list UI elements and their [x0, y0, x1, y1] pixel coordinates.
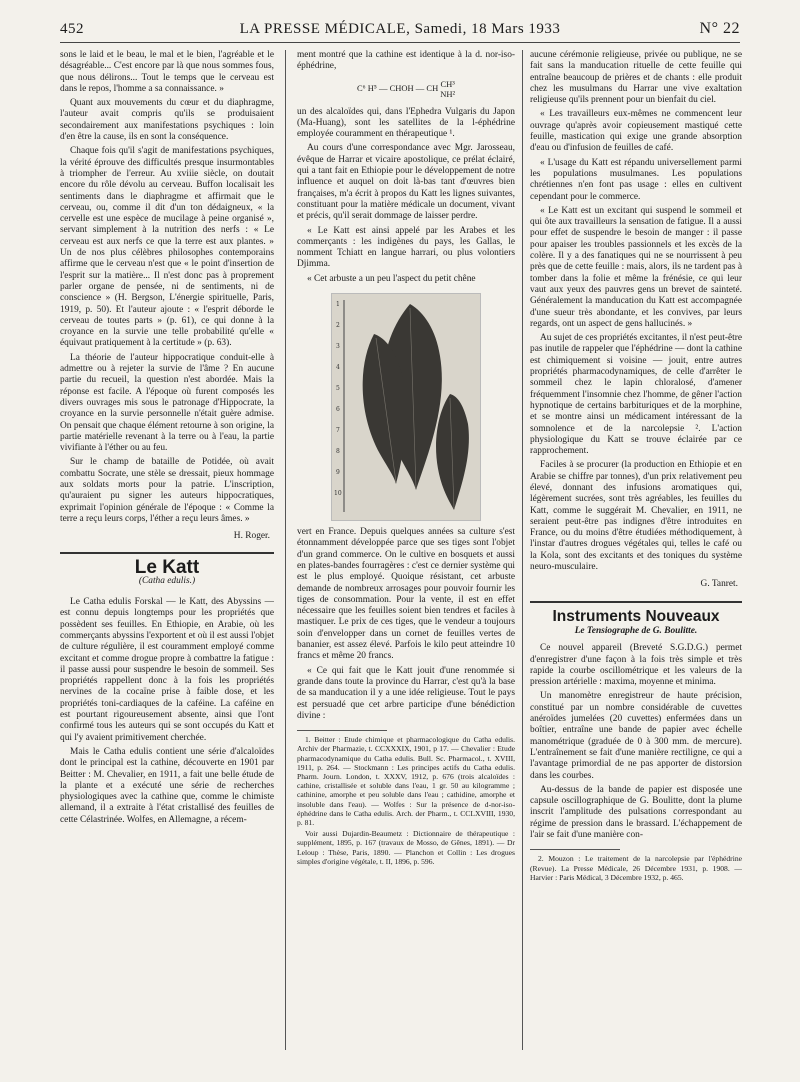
column-left — [60, 50, 274, 1060]
section-title: Instruments Nouveaux — [552, 607, 720, 625]
paragraph: aucune cérémonie religieuse, privée ou publique, ne se fait sans la manducation rituelle de cette feuille qui entraîne beaucoup de prières et de chants : elle produit chez les musulmans du Harrar une vive exaltation religieuse qu'ils prennent pour un bienfait du ciel. — [530, 50, 742, 106]
paragraph: « Ce qui fait que le Katt jouit d'une renommée si grande dans toute la province du Harrar, c'est qu'à la base de sa manducation il y a une idée religieuse. Tout le pays est persuadé que cet arbre participe d'une bénédiction divine : — [297, 665, 515, 721]
chemical-formula — [297, 79, 515, 99]
footnote-rule — [297, 730, 387, 731]
section-rule — [60, 552, 274, 554]
paragraph: vert en France. Depuis quelques années sa culture s'est étonnamment développée parce que ses tiges sont l'objet d'un grand commerce. On le cultive en bosquets et aussi en plates-bandes fourragères : c'est ce dernier système qui est le plus employé. Quoique résistant, cet arbuste demande de nombreux arrosages pour pouvoir fournir les tiges de consommation. Pour la vente, il est en effet nécessaire que les feuilles soient bien tendres et faciles à mastiquer. Le prix de ces tiges, que le vendeur a toujours soin d'envelopper dans un cornet de feuilles vertes de bananier, est assez élevé. Parfois le kilo peut atteindre 10 francs et même 20 francs. — [297, 527, 515, 662]
formula-bottom: NH² — [440, 88, 456, 99]
paragraph: Chaque fois qu'il s'agit de manifestations psychiques, la vérité éprouve des difficultés presque insurmontables à triompher de l'erreur. Au xviiie siècle, on doutait encore du rôle dévolu au cerveau. Buffon localisait les sentiments dans le diaphragme et affirmait que le cerveau, ou, comme il dit d'un ton dédaigneux, « la cervelle est une espèce de mucilage à peine organisé », servant simplement à la nutrition des nerfs : « Le cerveau est aux nerfs ce que la terre est aux plantes. » Un de nos plus célèbres philosophes contemporains affirme que le cerveau n'est que « le point d'insertion de l'esprit sur la matière... Il n'est donc pas à proprement parler organe de pensée, ni de sentiments, ni de conscience » (H. Bergson, L'énergie spirituelle, Paris, 1919, p. 50). Et l'auteur ajoute : « l'esprit déborde le cerveau de toutes parts » (p. 61), ce qui donne à la croyance en la survie une telle probabilité qu'elle « équivaut pratiquement à la certitude » (p. 63). — [60, 146, 274, 349]
paragraph: un des alcaloïdes qui, dans l'Ephedra Vulgaris du Japon (Ma-Huang), sont les satellites de la l-éphédrine employée couramment en thérapeutique ¹. — [297, 106, 515, 140]
scale-label: 8 — [336, 448, 340, 456]
paragraph: « Cet arbuste a un peu l'aspect du petit chêne — [307, 273, 476, 284]
section-rule — [530, 601, 742, 603]
paragraph: Le Catha edulis Forskal — le Katt, des Abyssins — est connu depuis longtemps pour les propriétés que possèdent ses feuilles. En Ethiopie, en Arabie, où les commerçants abyssins l'exportent et où il est aussi l'objet de culture régulière, il est couramment employé comme excitant et comme drogue propre à combattre la fatigue : il passe aussi pour suspendre le besoin de sommeil. Ses propriétés rappellent donc à la fois les propriétés nervines de la cocaïne prise à faible dose, et les propriétés toni-cardiaques de la caféine. La caféine en est pourtant rigoureusement absente, ainsi que l'ont confirmé tous les auteurs qui se sont occupés du Katt et qui l'y avaient primitivement cherchée. — [60, 597, 274, 743]
section-title: Le Katt — [134, 557, 200, 579]
journal-title: LA PRESSE MÉDICALE, Samedi, 18 Mars 1933 — [239, 21, 561, 37]
scale-label: 3 — [336, 343, 340, 351]
paragraph: « Le Katt est ainsi appelé par les Arabes et les commerçants : les indigènes du pays, les Gallas, le nomment Tchiatt en langue harrari, ou plus volontiers Djimma. — [297, 225, 515, 270]
footnote: 1. Beitter : Etude chimique et pharmacologique du Catha edulis. Archiv der Pharmazie, t. CCXXXIX, 1901, p 17. — Chevalier : Etude pharmacodynamique du Catha edulis. Bull. Sc. Pharmacol., t. XVIII, 1911, p. 264. — Stockmann : Les principes actifs du Catha edulis. Pharm. Journ. London, t. XXXV, 1912, p. 676 (trois alcaloïdes : cathine, cristallisée et soluble dans l'eau, 1 gr. 50 au kilogramme ; cathinine, amorphe et peu soluble dans l'eau ; cathidine, amorphe et insoluble dans l'eau). — Wolfes : Sur la présence de d-nor-iso-éphédrine dans le Catha edulis. Arch. der Pharm., t. CCLXVIII, 1930, p. 81. — [297, 735, 515, 827]
paragraph: Quant aux mouvements du cœur et du diaphragme, l'auteur avait compris qu'ils se produisaient secondairement aux manifestations psychiques : loin d'en être la cause, ils en sont la conséquence. — [60, 98, 274, 143]
paragraph: Un manomètre enregistreur de haute précision, constitué par un nombre considérable de cuvettes anéroïdes jumelées (20 cuvettes) enfermées dans un boîtier, entraîne une bande de papier avec échelle manométrique (graduée de 0 à 300 mm. de mercure). L'entraînement se fait d'une manière rectiligne, ce qui a l'avantage primordial de ne pas apporter de distorsion dans les courbes. — [530, 691, 742, 781]
author-signature: H. Roger. — [233, 531, 270, 542]
author-signature: G. Tanret. — [700, 579, 738, 590]
scale-label: 5 — [336, 385, 340, 393]
scale-label: 10 — [334, 490, 342, 498]
footnote: 2. Mouzon : Le traitement de la narcolepsie par l'éphédrine (Revue). La Presse Médicale, 26 Décembre 1931, p. 1908. — Harvier : Paris Médical, 3 Décembre 1932, p. 465. — [530, 854, 742, 882]
issue-number: N° 22 — [699, 20, 740, 37]
section-subtitle: Le Tensiographe de G. Boulitte. — [574, 625, 698, 636]
scale-label: 7 — [336, 427, 340, 435]
column-divider — [522, 50, 523, 1050]
paragraph: Sur le champ de bataille de Potidée, où avait combattu Socrate, une stèle se dressait, pieux hommage aux soldats morts pour la patrie. L'inscription, qu'auraient pu signer les auteurs hippocratiques, exprimait l'opinion générale de l'époque : « Comme la terre a reçu leurs corps, l'éther a reçu leurs âmes. » — [60, 457, 274, 524]
page-number: 452 — [60, 21, 84, 37]
paragraph: La théorie de l'auteur hippocratique conduit-elle à admettre ou à rejeter la survie de l'âme ? En aucune partie du recueil, la question n'est abordée. Mais la réponse est facile. A l'époque où furent composés les divers ouvrages mis sous le patronage d'Hippocrate, la croyance en la survie personnelle n'était guère admise. On pensait que chaque élément retourne à son origine, la partie matérielle revenant à la terre ou à l'eau, la partie vivifiante à l'éther ou au feu. — [60, 352, 274, 454]
paragraph: Faciles à se procurer (la production en Ethiopie et en Arabie se chiffre par tonnes), d'un prix relativement peu élevé, donnant des infusions aromatiques qui, légèrement sucrées, sont très agréables, les feuilles du Katt, comme le suggérait M. Chevalier, en 1911, ne seraient peut-être pas indignes d'être introduites en France, ou du moins d'être étudiées méthodiquement, à l'instar d'autres drogues végétales qui, telles le café ou la Kola, sont des excitants et des toniques du système neuro-musculaire. — [530, 460, 742, 573]
footnote: Voir aussi Dujardin-Beaumetz : Dictionnaire de thérapeutique : supplément, 1895, p. 167 (travaux de Mosso, de Gênes, 1891). — Dr Leloup : Thèse, Paris, 1890. — Planchon et Collin : Les drogues simples d'origine végétale, t. II, 1896, p. 596. — [297, 829, 515, 866]
column-middle — [297, 50, 515, 1060]
paragraph: Ce nouvel appareil (Breveté S.G.D.G.) permet d'enregistrer d'une façon à la fois très simple et très rapide la courbe oscillométrique et les valeurs de la pression artérielle : maxima, moyenne et minima. — [530, 643, 742, 688]
formula-main: C⁶ H⁵ — CHOH — CH — [356, 82, 439, 93]
scale-label: 9 — [336, 469, 340, 477]
paragraph: sons le laid et le beau, le mal et le bien, l'agréable et le désagréable... C'est encore par là que nous sommes fous, que nous délirons... Tout le temps que le cerveau est dans le repos, l'homme a sa connaissance. » — [60, 50, 274, 94]
column-divider — [285, 50, 286, 1050]
paragraph: ment montré que la cathine est identique à la d. nor-iso-éphédrine, — [297, 50, 515, 72]
column-right — [530, 50, 742, 1060]
paragraph: Au sujet de ces propriétés excitantes, il n'est peut-être pas inutile de rappeler que l'éphédrine — dont la cathine est chimiquement si voisine — jouit, entre autres propriétés pharmacodynamiques, de celle d'arrêter le sommeil chez le lapin chloralosé, d'amener fréquemment l'insomnie chez l'homme, de gêner l'action hypnotique de certains barbituriques et de la morphine, et se montre ainsi un médicament intéressant de la somnolence et de la narcolepsie ². L'action physiologique du Katt se trouve éclairée par ce rapprochement. — [530, 333, 742, 457]
paragraph: « Le Katt est un excitant qui suspend le sommeil et qui ôte aux travailleurs la sensation de fatigue. Il a aussi pour effet de suspendre le besoin de manger : il passe pour apaiser les troubles passionnels et les excès de la colère. Il y a des fanatiques qui ne se nourrissent à peu près que de cette feuille : mais, alors, ils ne tardent pas à tomber dans la folie et même la frénésie, ce qui leur vaut aux yeux des pauvres gens un brevet de sainteté. Généralement la manducation du Katt est accompagnée d'une sueur très abondante, et les convives, par leurs regards, ont un aspect de gens hallucinés. » — [530, 205, 742, 329]
formula-top: CH³ — [440, 78, 455, 89]
page-header — [60, 20, 740, 43]
paragraph: « L'usage du Katt est répandu universellement parmi les populations musulmanes. Les populations chrétiennes n'en font pas usage : elles en cultivent cependant pour le commerce. — [530, 157, 742, 202]
footnote-rule — [530, 849, 620, 850]
scale-label: 4 — [336, 364, 340, 372]
leaf-photograph — [331, 293, 481, 521]
paragraph: Au-dessus de la bande de papier est disposée une capsule oscillographique de G. Boulitte, dont la plume inscrit l'amplitude des pulsations correspondant au régime de pression dans le brassard. L'échappement de l'air se fait d'une manière con- — [530, 784, 742, 840]
katt-leaves-image — [332, 294, 480, 520]
paragraph: Mais le Catha edulis contient une série d'alcaloïdes dont le principal est la cathine, découverte en 1901 par Beitter : M. Chevalier, en 1911, a fait une belle étude de la plante et a exécuté une série de recherches physiologiques avec la cathine que, comme le chimiste allemand, il a extraite à l'état cristallisé des feuilles de cette Célastrinée. Wolfes, en Allemagne, a récem- — [60, 746, 274, 825]
scale-label: 2 — [336, 322, 340, 330]
section-subtitle: (Catha edulis.) — [138, 575, 196, 586]
scale-label: 1 — [336, 301, 340, 309]
scale-label: 6 — [336, 406, 340, 414]
paragraph: « Les travailleurs eux-mêmes ne commencent leur ouvrage qu'après avoir copieusement mastiqué cette feuille, mastication qui exige une grande absorption d'eau ou d'infusion de feuilles de café. — [530, 109, 742, 154]
paragraph: Au cours d'une correspondance avec Mgr. Jarosseau, évêque de Harrar et vicaire apostolique, ce prélat éclairé, qui a tant fait en Ethiopie pour le développement de notre influence et auquel on doit là-bas tant d'œuvres bien françaises, m'a écrit à propos du Katt les lignes suivantes, constituant pour la matière médicale un document, vivant et précis, qu'il serait dommage de laisser perdre. — [297, 143, 515, 222]
